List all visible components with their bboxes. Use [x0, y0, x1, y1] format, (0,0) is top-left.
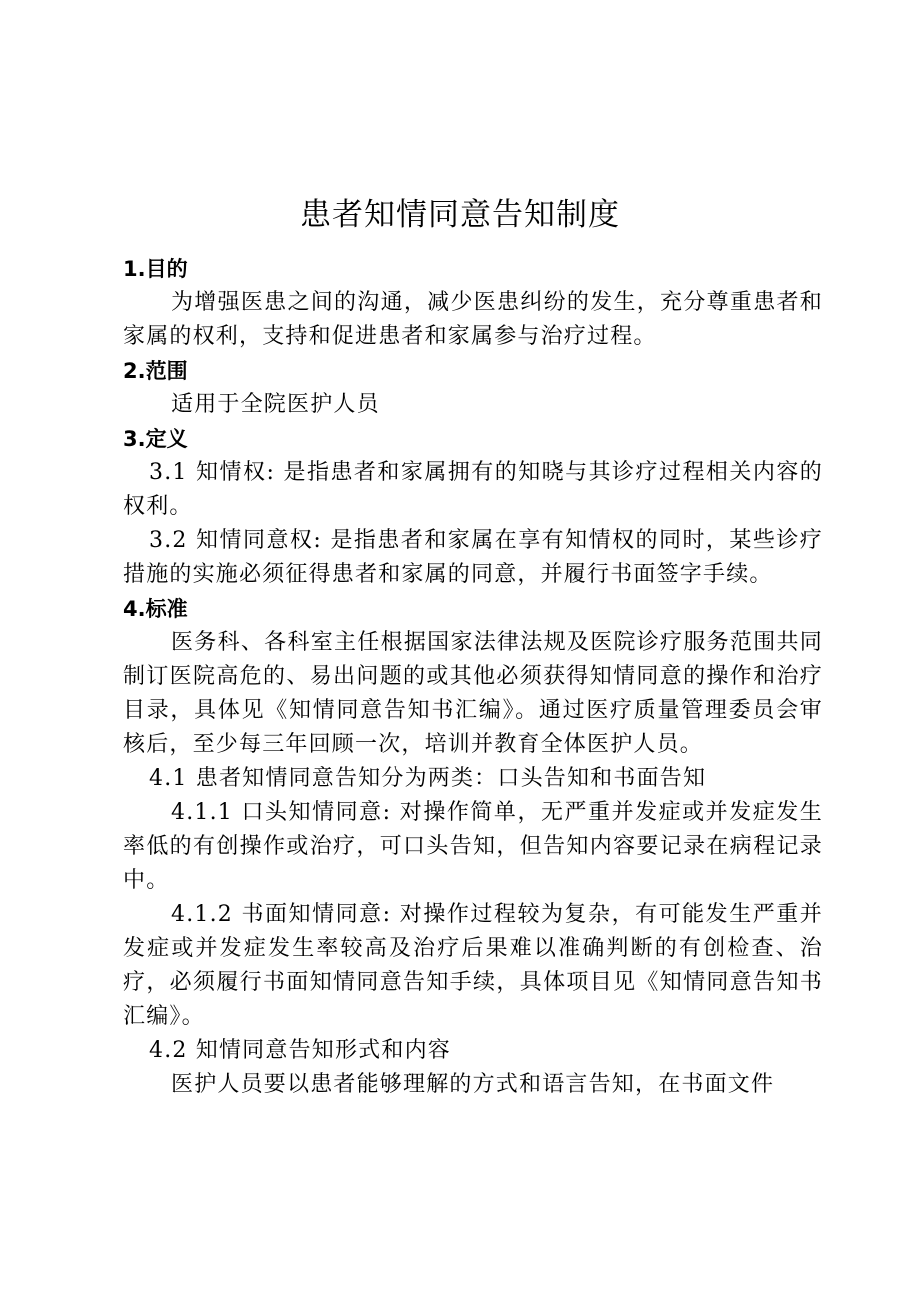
definition-item-3-1: 3.1 知情权: 是指患者和家属拥有的知晓与其诊疗过程相关内容的权利。 [123, 460, 823, 519]
standard-paragraph: 医务科、各科室主任根据国家法律法规及医院诊疗服务范围共同制订医院高危的、易出问题的或其他必须获得知情同意的操作和治疗目录，具体见《知情同意告知书汇编》。通过医疗质量管理委员会审核后，至少每三年回顾一次，培训并教育全体医护人员。 [123, 630, 823, 757]
purpose-paragraph: 为增强医患之间的沟通，减少医患纠纷的发生，充分尊重患者和家属的权利，支持和促进患者和家属参与治疗过程。 [123, 290, 823, 349]
standard-item-4-2: 4.2 知情同意告知形式和内容 [149, 1038, 451, 1063]
section-heading-scope: 2.范围 [123, 359, 188, 383]
standard-item-4-2-body: 医护人员要以患者能够理解的方式和语言告知，在书面文件 [171, 1072, 775, 1097]
definition-item-3-2: 3.2 知情同意权: 是指患者和家属在享有知情权的同时，某些诊疗措施的实施必须征得患者和家属的同意，并履行书面签字手续。 [123, 528, 823, 587]
standard-item-4-1-2: 4.1.2 书面知情同意: 对操作过程较为复杂，有可能发生严重并发症或并发症发生率较高及治疗后果难以准确判断的有创检查、治疗，必须履行书面知情同意告知手续，具体项目见《知情同意告知书汇编》。 [123, 902, 823, 1029]
section-heading-purpose: 1.目的 [123, 257, 188, 281]
section-heading-standard: 4.标准 [123, 597, 188, 621]
standard-item-4-1: 4.1 患者知情同意告知分为两类：口头告知和书面告知 [149, 766, 707, 791]
scope-paragraph: 适用于全院医护人员 [171, 392, 380, 417]
section-heading-definition: 3.定义 [123, 427, 188, 451]
document-title: 患者知情同意告知制度 [300, 197, 620, 233]
standard-item-4-1-1: 4.1.1 口头知情同意: 对操作简单，无严重并发症或并发症发生率低的有创操作或治疗，可口头告知，但告知内容要记录在病程记录中。 [123, 800, 823, 893]
document-body [123, 252, 823, 1102]
